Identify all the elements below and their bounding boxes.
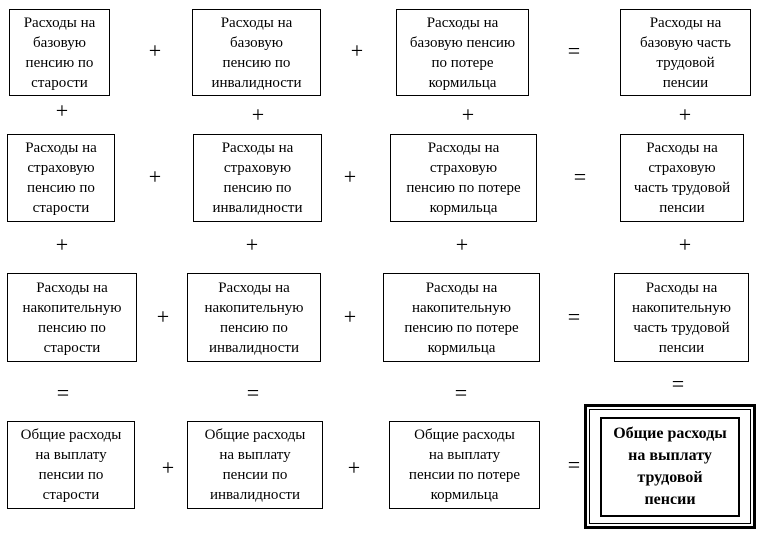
equals-sign: = — [567, 38, 581, 63]
equals-sign: = — [454, 380, 468, 405]
equals-sign: = — [56, 380, 70, 405]
box-funded-old-age — [7, 273, 137, 362]
plus-sign: + — [678, 232, 692, 257]
box-basic-disability — [192, 9, 321, 96]
box-label: Расходы на базовую пенсию по старости — [23, 14, 96, 91]
box-label: Расходы на страховую пенсию по старости — [25, 140, 97, 216]
box-label: Расходы на накопительную пенсию по инвалидности — [204, 279, 304, 356]
plus-sign: + — [455, 232, 469, 257]
box-insurance-survivor — [390, 134, 537, 222]
box-funded-labour-part — [614, 273, 749, 362]
box-label: Общие расходы на выплату пенсии по старости — [20, 427, 122, 503]
box-basic-survivor — [396, 9, 529, 96]
plus-sign: + — [55, 232, 69, 257]
box-funded-disability — [187, 273, 321, 362]
box-insurance-labour-part — [620, 134, 744, 222]
equals-sign: = — [567, 452, 581, 477]
box-funded-survivor — [383, 273, 540, 362]
plus-sign: + — [156, 304, 170, 329]
box-label: Общие расходы на выплату трудовой пенсии — [613, 424, 727, 508]
box-total-old-age — [7, 421, 135, 509]
box-total-labour-pension — [586, 406, 754, 527]
equals-sign: = — [573, 164, 587, 189]
box-label: Общие расходы на выплату пенсии по инвалидности — [204, 427, 306, 503]
equals-sign: = — [246, 380, 260, 405]
box-total-survivor — [389, 421, 540, 509]
box-label: Расходы на страховую часть трудовой пенсии — [633, 140, 731, 216]
plus-sign: + — [148, 38, 162, 63]
plus-sign: + — [347, 455, 361, 480]
box-basic-labour-part — [620, 9, 751, 96]
plus-sign: + — [245, 232, 259, 257]
box-label: Расходы на базовую пенсию по инвалидности — [211, 14, 302, 91]
box-label: Расходы на накопительную пенсию по старости — [22, 279, 122, 356]
box-basic-old-age — [9, 9, 110, 96]
box-label: Расходы на страховую пенсию по инвалидности — [212, 140, 303, 216]
plus-sign: + — [343, 164, 357, 189]
box-insurance-disability — [193, 134, 322, 222]
box-total-disability — [187, 421, 323, 509]
box-label: Расходы на накопительную пенсию по потере кормильца — [404, 279, 519, 356]
box-label: Расходы на базовую пенсию по потере кормильца — [409, 14, 516, 91]
plus-sign: + — [55, 98, 69, 123]
final-box-inner — [600, 417, 740, 517]
box-label: Расходы на базовую часть трудовой пенсии — [640, 14, 731, 91]
plus-sign: + — [678, 102, 692, 127]
equals-sign: = — [671, 371, 685, 396]
plus-sign: + — [161, 455, 175, 480]
equals-sign: = — [567, 304, 581, 329]
plus-sign: + — [343, 304, 357, 329]
box-label: Расходы на накопительную часть трудовой пенсии — [631, 279, 732, 356]
box-insurance-old-age — [7, 134, 115, 222]
plus-sign: + — [251, 102, 265, 127]
plus-sign: + — [350, 38, 364, 63]
plus-sign: + — [461, 102, 475, 127]
plus-sign: + — [148, 164, 162, 189]
box-label: Общие расходы на выплату пенсии по потере кормильца — [408, 427, 521, 503]
box-label: Расходы на страховую пенсию по потере кормильца — [406, 140, 521, 216]
